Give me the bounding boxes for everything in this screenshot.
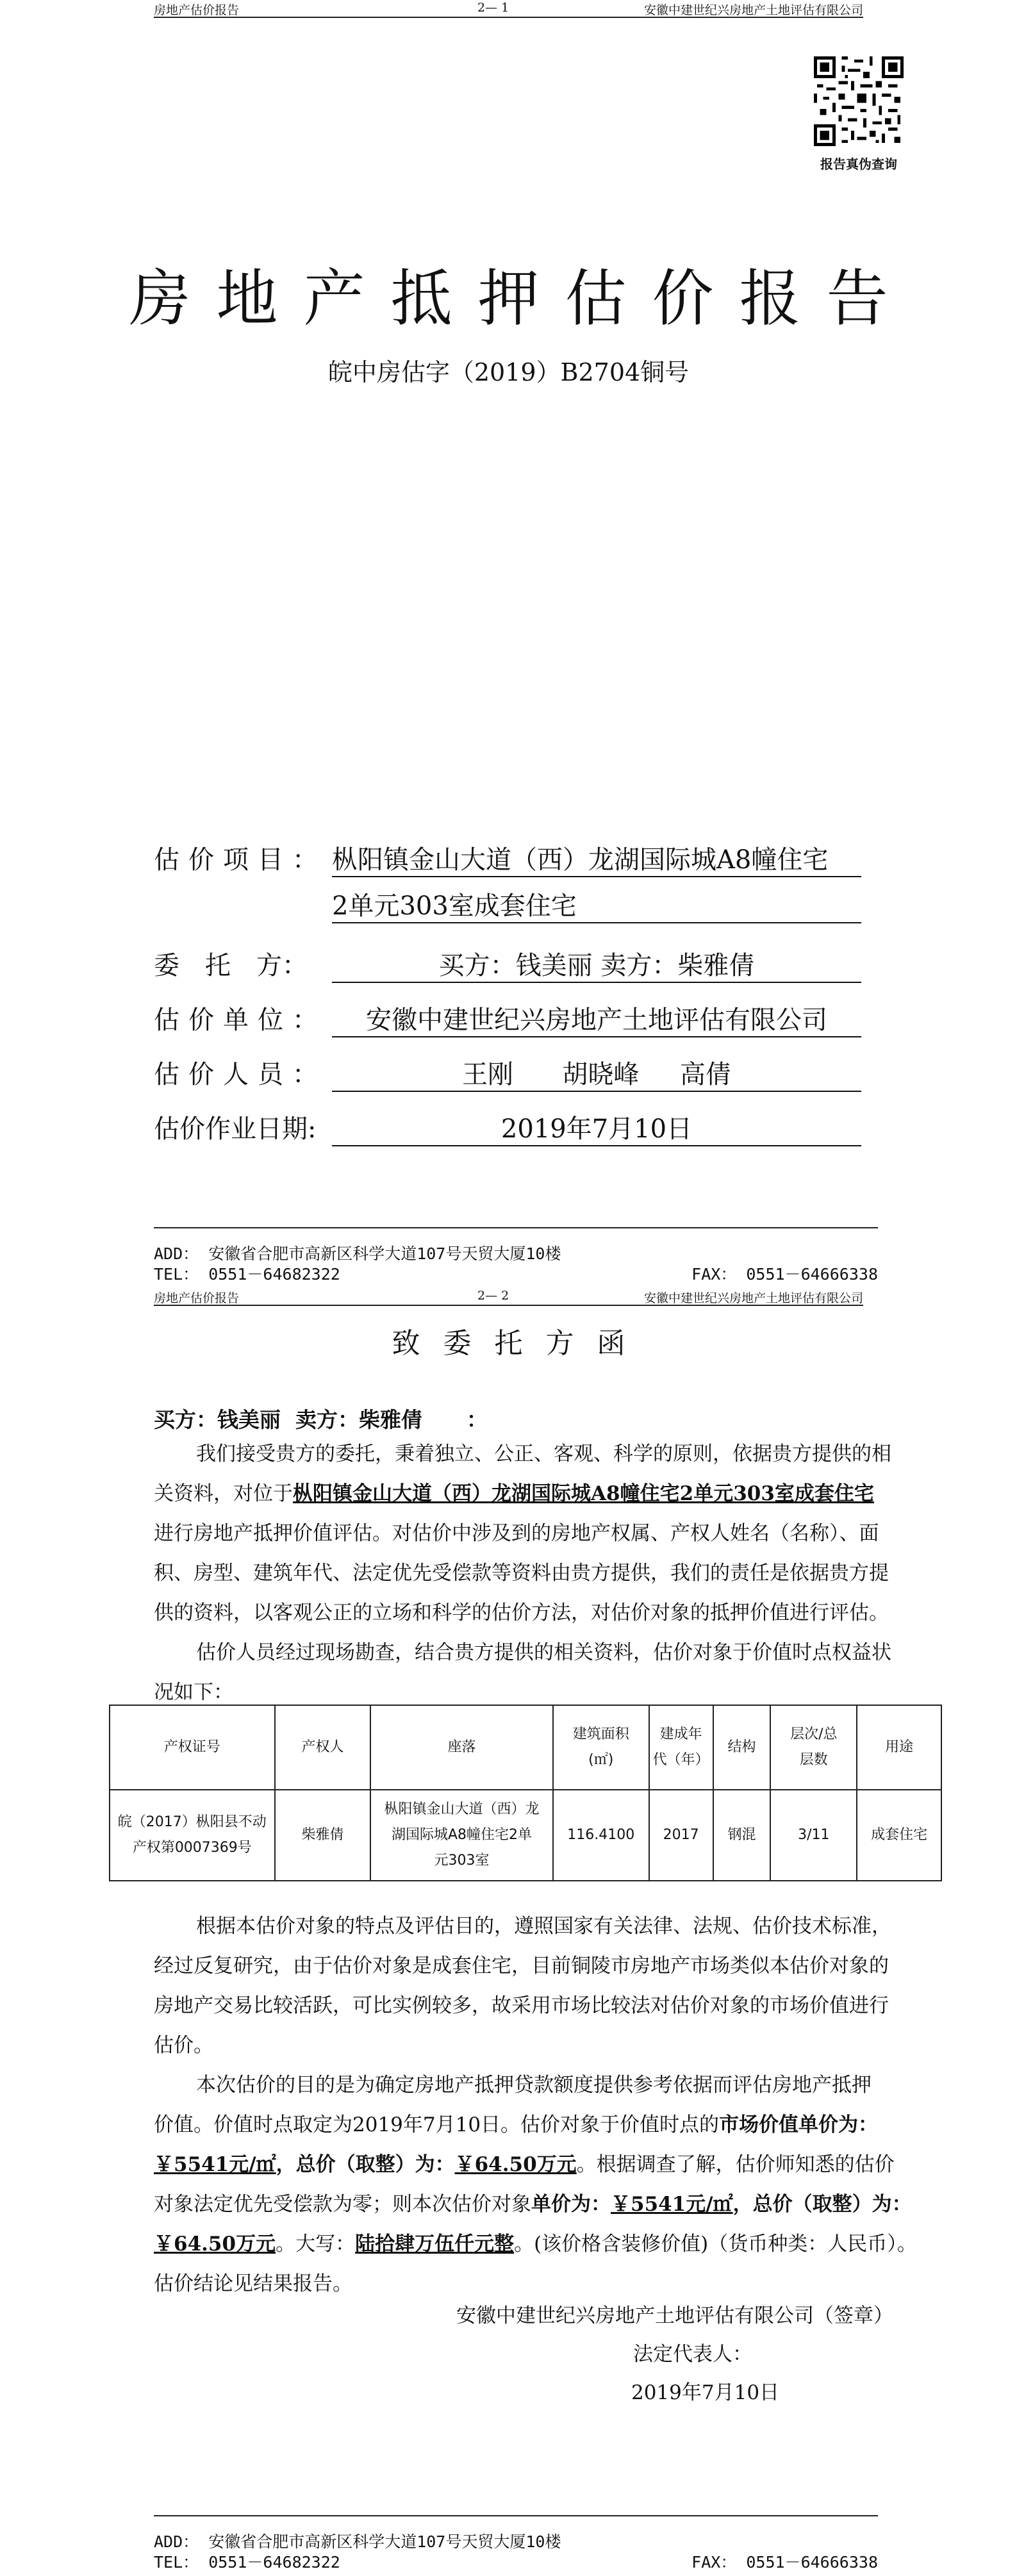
col-structure: 结构 [713, 1705, 771, 1790]
col-area: 建筑面积 (㎡) [553, 1705, 649, 1790]
info-row-date [154, 1109, 872, 1147]
info-value: 买方：钱美丽 卖方：柴雅倩 [332, 945, 861, 983]
report-number: 皖中房估字（2019）B2704铜号 [327, 358, 690, 386]
info-label: 估价单位： [154, 1005, 327, 1035]
cell-cert: 皖（2017）枞阳县不动 产权第0007369号 [110, 1790, 275, 1881]
info-row-project [154, 839, 872, 929]
signature-representative: 法定代表人： [633, 2343, 752, 2366]
header-right: 安徽中建世纪兴房地产土地评估有限公司 [643, 3, 863, 17]
mortgage-total-price: ￥64.50万元 [154, 2233, 276, 2256]
letter-title: 致委托方函 [392, 1327, 649, 1360]
amount-in-words: 陆拾肆万伍仟元整 [355, 2233, 515, 2256]
property-rights-table [109, 1705, 942, 1881]
col-owner: 产权人 [275, 1705, 371, 1790]
col-location: 座落 [370, 1705, 552, 1790]
header-right: 安徽中建世纪兴房地产土地评估有限公司 [643, 1291, 863, 1305]
footer-rule [154, 2515, 878, 2516]
info-row-firm [154, 1000, 872, 1038]
info-value-cont: 2单元303室成套住宅 [332, 886, 861, 923]
qr-label: 报告真伪查询 [820, 156, 897, 172]
market-total-price: ￥64.50万元 [454, 2153, 577, 2176]
table-header-row [110, 1705, 941, 1790]
footer-tel: TEL： 0551－64682322 [154, 1265, 340, 1284]
paragraph-conclusion: 本次估价的目的是为确定房地产抵押贷款额度提供参考依据而评估房地产抵押 价值。价值时点取定为2019年7月10日。估价对象于价值时点的市场价值单价为： ￥5541元/㎡，总价（取整）为：￥64.50万元。根据调查了解，估价师知悉的估价 对象法定优先受偿款为零；则本次估价对象单价为：￥5541元/㎡，总价（取整）为： ￥64.50万元。大写：陆拾肆万伍仟元整。(该价格含装修价值)（货币种类：人民币）。 估价结论见结果报告。 [154, 2074, 917, 2295]
cell-location: 枞阳镇金山大道（西）龙 湖国际城A8幢住宅2单 元303室 [370, 1790, 552, 1881]
cell-structure: 钢混 [713, 1790, 771, 1881]
footer-fax: FAX： 0551－64666338 [691, 2553, 878, 2572]
info-label: 估价作业日期: [154, 1114, 317, 1144]
info-row-client [154, 945, 872, 984]
paragraph-survey: 估价人员经过现场勘查，结合贵方提供的相关资料，估价对象于价值时点权益状 况如下： [154, 1641, 891, 1704]
paragraph-method: 根据本估价对象的特点及评估目的，遵照国家有关法律、法规、估价技术标准， 经过反复研究，由于估价对象是成套住宅，目前铜陵市房地产市场类似本估价对象的 房地产交易比较活跃，可比实例较多，故采用市场比较法对估价对象的市场价值进行 估价。 [154, 1915, 891, 2057]
header-left: 房地产估价报告 [154, 3, 240, 17]
col-floor: 层次/总 层数 [770, 1705, 857, 1790]
col-use: 用途 [857, 1705, 941, 1790]
info-label: 估价项目： [154, 845, 327, 875]
col-year: 建成年 代（年） [649, 1705, 713, 1790]
report-title: 房地产抵押估价报告 [129, 263, 914, 334]
info-label: 委 托 方： [154, 951, 308, 980]
qr-code-icon[interactable] [814, 56, 904, 146]
footer-tel: TEL： 0551－64682322 [154, 2553, 340, 2572]
paragraph-engagement: 我们接受贵方的委托，秉着独立、公正、客观、科学的原则，依据贵方提供的相 关资料，对位于枞阳镇金山大道（西）龙湖国际城A8幢住宅2单元303室成套住宅 进行房地产抵押价值评估。对估价中涉及到的房地产权属、产权人姓名（名称）、面 积、房型、建筑年代、法定优先受偿款等资料由贵方提供，我们的责任是依据贵方提 供的资料，以客观公正的立场和科学的估价方法，对估价对象的抵押价值进行评估。 [154, 1442, 891, 1624]
info-value: 王刚 胡晓峰 高倩 [332, 1054, 861, 1092]
cell-area: 116.4100 [553, 1790, 649, 1881]
cell-owner: 柴雅倩 [275, 1790, 371, 1881]
signature-date: 2019年7月10日 [631, 2381, 780, 2404]
info-label: 估价人员： [154, 1060, 327, 1089]
info-value: 枞阳镇金山大道（西）龙湖国际城A8幢住宅 [332, 839, 861, 877]
market-unit-price: ￥5541元/㎡ [154, 2153, 276, 2176]
header-page-number: 2— 2 [477, 1289, 509, 1303]
cell-floor: 3/11 [770, 1790, 857, 1881]
footer-address: ADD： 安徽省合肥市高新区科学大道107号天贸大厦10楼 [154, 2532, 561, 2551]
mortgage-unit-price: ￥5541元/㎡ [611, 2193, 733, 2216]
letter-page [0, 1288, 1017, 2576]
footer-rule [154, 1227, 878, 1228]
cell-year: 2017 [649, 1790, 713, 1881]
col-cert: 产权证号 [110, 1705, 275, 1790]
info-value: 2019年7月10日 [332, 1109, 861, 1146]
salutation: 买方：钱美丽 卖方：柴雅倩 ： [154, 1407, 488, 1432]
cell-use: 成套住宅 [857, 1790, 941, 1881]
signature-company: 安徽中建世纪兴房地产土地评估有限公司（签章） [456, 2304, 893, 2327]
table-row [110, 1790, 941, 1881]
footer-fax: FAX： 0551－64666338 [691, 1265, 878, 1284]
header-page-number: 2— 1 [477, 1, 509, 15]
info-value: 安徽中建世纪兴房地产土地评估有限公司 [332, 1000, 861, 1037]
header-left: 房地产估价报告 [154, 1291, 240, 1305]
info-row-appraisers [154, 1054, 872, 1093]
running-header [154, 1288, 863, 1306]
footer-address: ADD： 安徽省合肥市高新区科学大道107号天贸大厦10楼 [154, 1244, 561, 1263]
running-header [154, 0, 863, 18]
property-address: 枞阳镇金山大道（西）龙湖国际城A8幢住宅2单元303室成套住宅 [293, 1482, 874, 1505]
